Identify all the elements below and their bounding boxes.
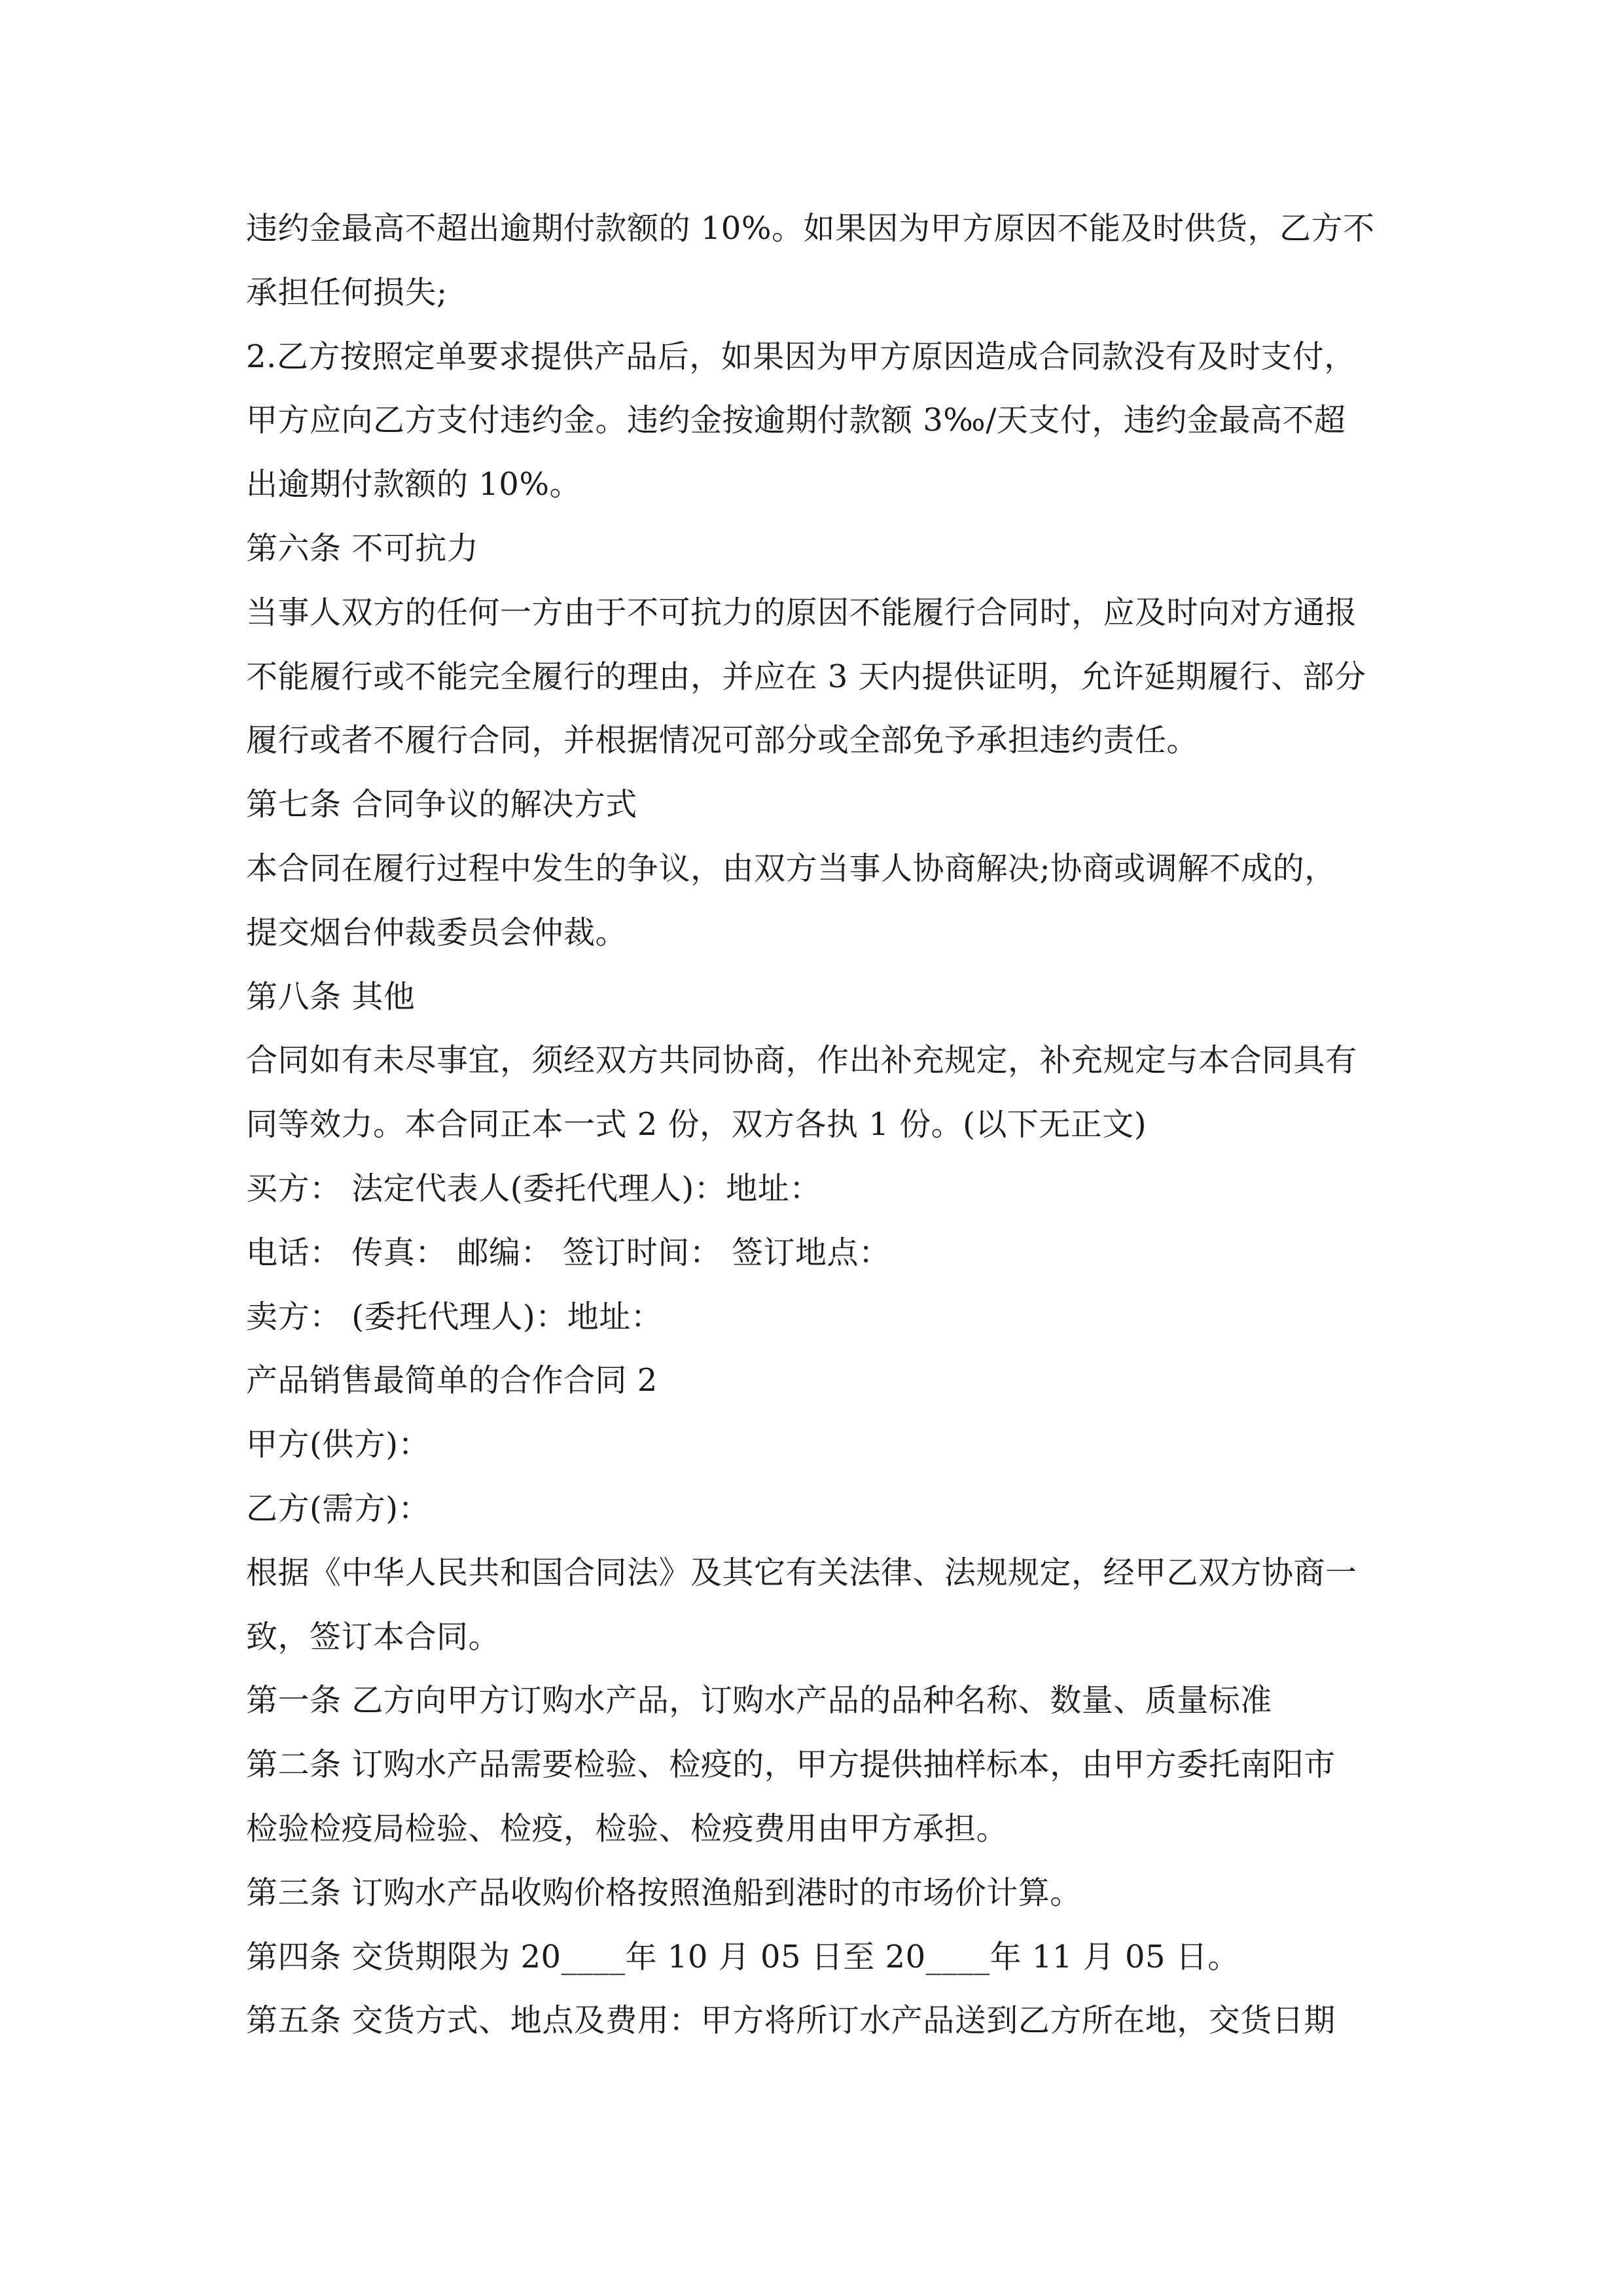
article-heading: 第八条 其他 (246, 978, 416, 1015)
article-line: 第三条 订购水产品收购价格按照渔船到港时的市场价计算。 (246, 1874, 1082, 1911)
article-line: 第二条 订购水产品需要检验、检疫的，甲方提供抽样标本，由甲方委托南阳市 (246, 1746, 1336, 1784)
article-line: 第四条 交货期限为 20____年 10 月 05 日至 20____年 11 月 05 日。 (246, 1938, 1240, 1975)
article-heading: 第七条 合同争议的解决方式 (246, 786, 637, 823)
signature-field-line: 卖方： (委托代理人)：地址： (246, 1298, 663, 1335)
contract-title: 产品销售最简单的合作合同 2 (246, 1362, 658, 1399)
party-line: 甲方(供方)： (246, 1426, 430, 1463)
article-line: 第五条 交货方式、地点及费用：甲方将所订水产品送到乙方所在地，交货日期 (246, 2002, 1336, 2039)
text-line: 不能履行或不能完全履行的理由，并应在 3 天内提供证明，允许延期履行、部分 (246, 658, 1366, 695)
text-line: 同等效力。本合同正本一式 2 份，双方各执 1 份。(以下无正文) (246, 1106, 1147, 1143)
text-line: 提交烟台仲裁委员会仲裁。 (246, 914, 628, 951)
party-line: 乙方(需方)： (246, 1490, 430, 1527)
document-body (246, 197, 1385, 2053)
signature-field-line: 电话： 传真： 邮编： 签订时间： 签订地点： (246, 1234, 891, 1271)
text-line: 检验检疫局检验、检疫，检验、检疫费用由甲方承担。 (246, 1810, 1008, 1847)
signature-field-line: 买方： 法定代表人(委托代理人)：地址： (246, 1170, 821, 1207)
text-line: 当事人双方的任何一方由于不可抗力的原因不能履行合同时，应及时向对方通报 (246, 594, 1357, 631)
text-line: 致，签订本合同。 (246, 1618, 501, 1655)
text-line: 承担任何损失; (246, 274, 448, 311)
text-line: 甲方应向乙方支付违约金。违约金按逾期付款额 3‰/天支付，违约金最高不超 (246, 402, 1346, 439)
text-line: 根据《中华人民共和国合同法》及其它有关法律、法规规定，经甲乙双方协商一 (246, 1554, 1357, 1591)
text-line: 履行或者不履行合同，并根据情况可部分或全部免予承担违约责任。 (246, 722, 1199, 759)
text-line: 2.乙方按照定单要求提供产品后，如果因为甲方原因造成合同款没有及时支付， (246, 338, 1356, 375)
article-line: 第一条 乙方向甲方订购水产品，订购水产品的品种名称、数量、质量标准 (246, 1682, 1272, 1719)
text-line: 出逾期付款额的 10%。 (246, 466, 581, 503)
article-heading: 第六条 不可抗力 (246, 529, 479, 567)
text-line: 本合同在履行过程中发生的争议，由双方当事人协商解决;协商或调解不成的， (246, 850, 1336, 887)
text-line: 违约金最高不超出逾期付款额的 10%。如果因为甲方原因不能及时供货，乙方不 (246, 210, 1375, 247)
text-line: 合同如有未尽事宜，须经双方共同协商，作出补充规定，补充规定与本合同具有 (246, 1042, 1357, 1079)
